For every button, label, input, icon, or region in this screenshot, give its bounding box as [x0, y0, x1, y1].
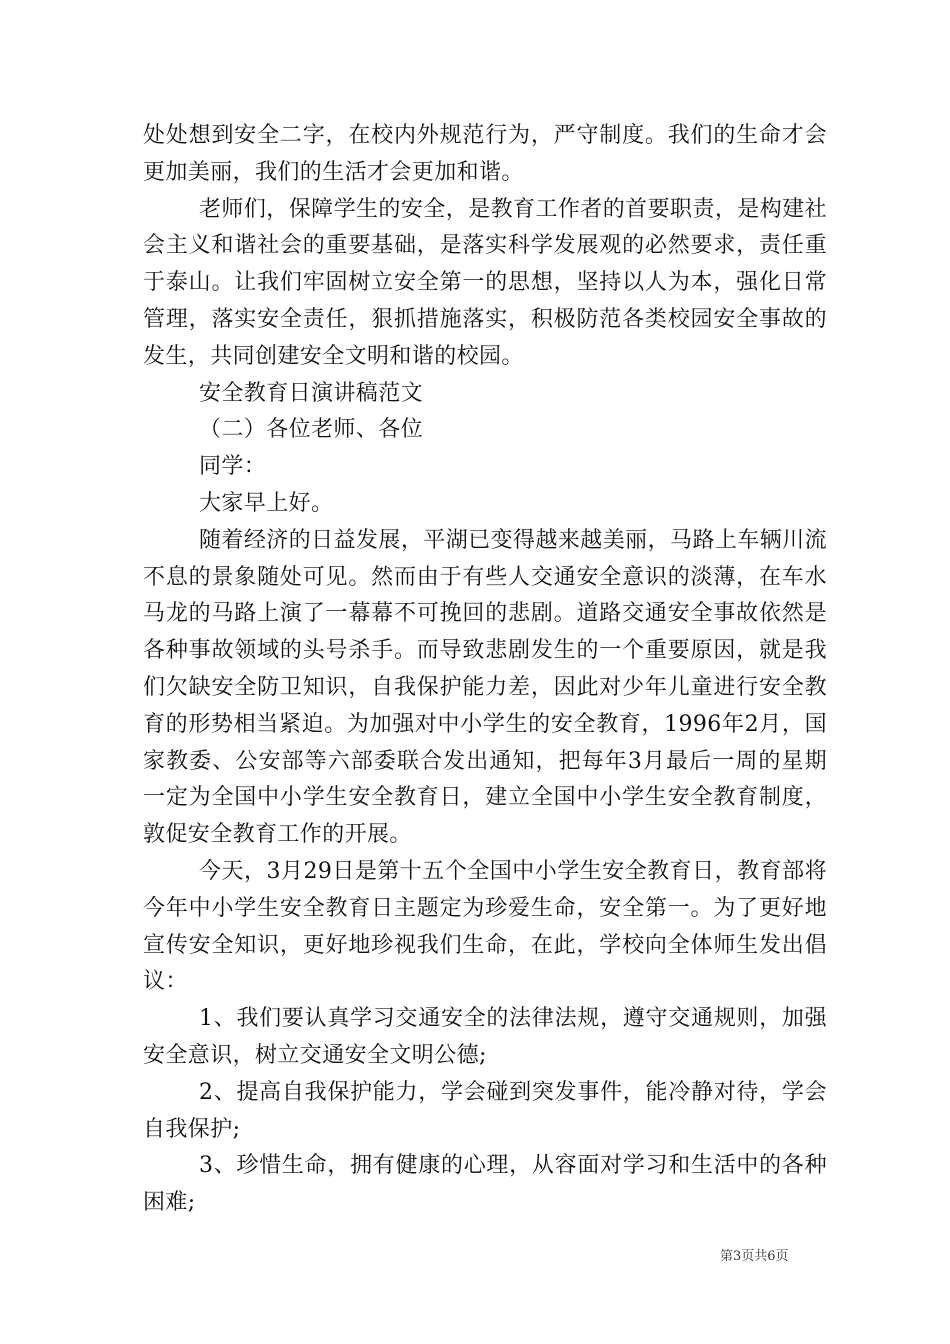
paragraph: 处处想到安全二字，在校内外规范行为，严守制度。我们的生命才会更加美丽，我们的生活才会更加和谐。: [143, 123, 827, 185]
greeting: 大家早上好。: [199, 490, 334, 516]
section-title: 安全教育日演讲稿范文: [199, 380, 424, 406]
paragraph: 随着经济的日益发展，平湖已变得越来越美丽，马路上车辆川流不息的景象随处可见。然而由于有些人交通安全意识的淡薄，在车水马龙的马路上演了一幕幕不可挽回的悲剧。道路交通安全事故依然是各种事故领域的头号杀手。而导致悲剧发生的一个重要原因，就是我们欠缺安全防卫知识，自我保护能力差，因此对少年儿童进行安全教育的形势相当紧迫。为加强对中小学生的安全教育，1996年2月，国家教委、公安部等六部委联合发出通知，把每年3月最后一周的星期一定为全国中小学生安全教育日，建立全国中小学生安全教育制度，敦促安全教育工作的开展。: [143, 527, 827, 848]
list-item: 2、提高自我保护能力，学会碰到突发事件，能冷静对待，学会自我保护;: [143, 1079, 827, 1142]
paragraph: 老师们，保障学生的安全，是教育工作者的首要职责，是构建社会主义和谐社会的重要基础，是落实科学发展观的必然要求，责任重于泰山。让我们牢固树立安全第一的思想，坚持以人为本，强化日常管理，落实安全责任，狠抓措施落实，积极防范各类校园安全事故的发生，共同创建安全文明和谐的校园。: [143, 196, 827, 369]
section-subtitle: （二）各位老师、各位: [199, 417, 424, 443]
paragraph: 今天，3月29日是第十五个全国中小学生安全教育日，教育部将今年中小学生安全教育日主题定为珍爱生命，安全第一。为了更好地宣传安全知识，更好地珍视我们生命，在此，学校向全体师生发出倡议：: [143, 858, 827, 995]
list-item: 3、珍惜生命，拥有健康的心理，从容面对学习和生活中的各种困难;: [143, 1153, 827, 1216]
page-number: 第3页共6页: [720, 1249, 789, 1264]
list-item: 1、我们要认真学习交通安全的法律法规，遵守交通规则，加强安全意识，树立交通安全文明公德;: [143, 1006, 827, 1068]
document-body: [143, 118, 827, 1222]
salutation: 同学：: [199, 454, 267, 480]
